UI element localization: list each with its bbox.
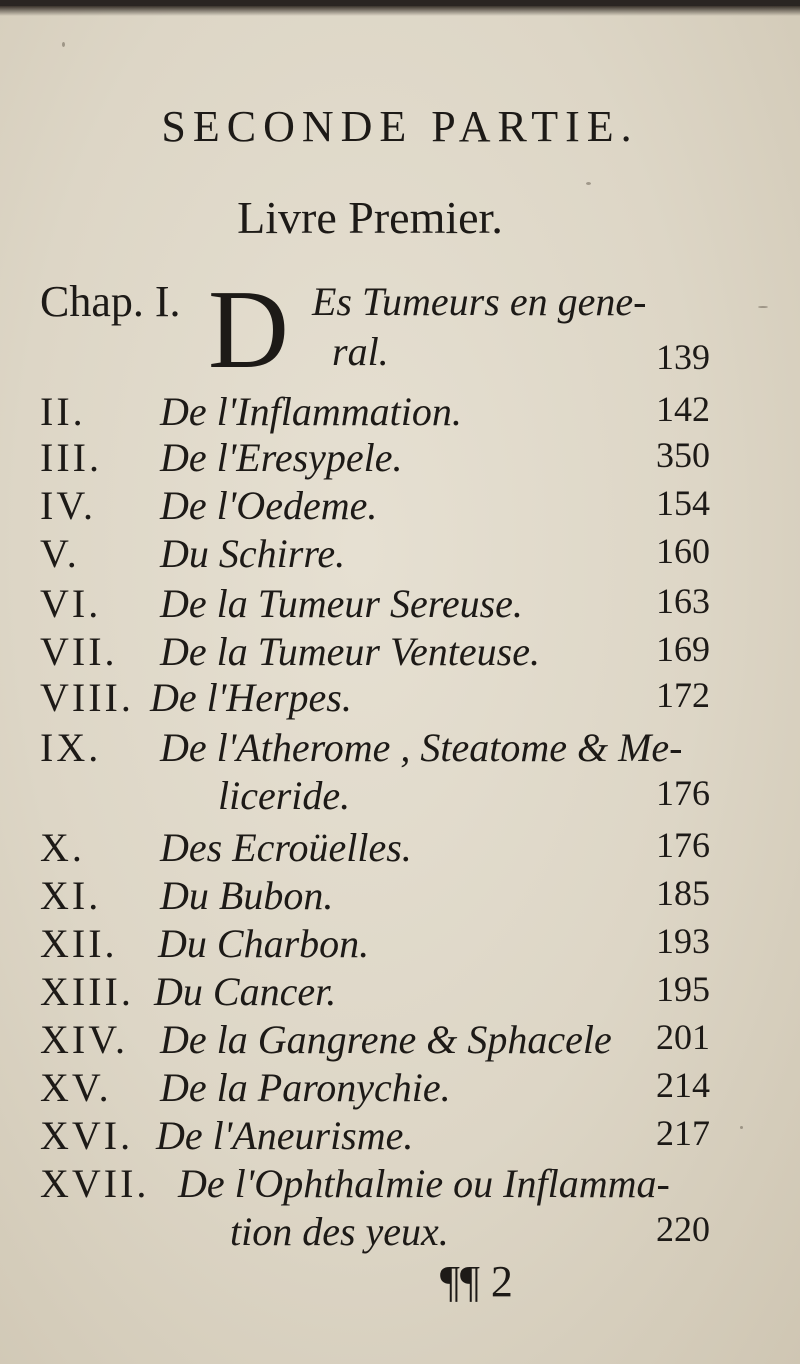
page-number: 195 xyxy=(656,969,710,1009)
book-heading: Livre Premier. xyxy=(237,192,503,243)
chapter-number: VIII. xyxy=(40,675,134,720)
chapter-title: De l'Atherome , Steatome & Me- xyxy=(160,725,683,770)
chapter-title: Des Ecroüelles. xyxy=(160,825,412,870)
chapter-title: Es Tumeurs en gene- xyxy=(312,279,647,324)
page-number: 160 xyxy=(656,531,710,571)
chapter-title: Du Cancer. xyxy=(154,969,337,1014)
chapter-number: XII. xyxy=(40,921,118,966)
page-number: 139 xyxy=(656,337,710,377)
chapter-title: De la Paronychie. xyxy=(160,1065,451,1110)
page-number: 172 xyxy=(656,675,710,715)
chapter-number: IX. xyxy=(40,725,102,770)
paper-speck xyxy=(758,306,768,308)
paper-speck xyxy=(62,42,65,47)
chapter-title: De la Tumeur Venteuse. xyxy=(160,629,540,674)
page-number: 176 xyxy=(656,825,710,865)
chapter-number: IV. xyxy=(40,483,97,528)
page-number: 350 xyxy=(656,435,710,475)
chapter-label: Chap. I. xyxy=(40,277,181,326)
page-number: 214 xyxy=(656,1065,710,1105)
toc-entry-continued xyxy=(0,1208,800,1268)
page-number: 176 xyxy=(656,773,710,813)
page-number: 201 xyxy=(656,1017,710,1057)
page-number: 169 xyxy=(656,629,710,669)
page-number: 217 xyxy=(656,1113,710,1153)
page-number: 193 xyxy=(656,921,710,961)
toc-entry-continued xyxy=(0,772,800,832)
chapter-title: De l'Eresypele. xyxy=(160,435,403,480)
chapter-title: Du Charbon. xyxy=(158,921,370,966)
chapter-number: XV. xyxy=(40,1065,112,1110)
paper-speck xyxy=(586,182,591,185)
chapter-title: De l'Aneurisme. xyxy=(156,1113,414,1158)
page-number: 154 xyxy=(656,483,710,523)
page-number: 220 xyxy=(656,1209,710,1249)
chapter-title-continued: liceride. xyxy=(218,773,351,818)
chapter-number: XVII. xyxy=(40,1161,150,1206)
drop-cap: D xyxy=(208,268,289,392)
chapter-title: De la Tumeur Sereuse. xyxy=(160,581,523,626)
signature-mark: ¶¶ 2 xyxy=(440,1257,513,1306)
chapter-title: Du Bubon. xyxy=(160,873,334,918)
chapter-number: VII. xyxy=(40,629,118,674)
chapter-title: De l'Ophthalmie ou Inflamma- xyxy=(178,1161,670,1206)
chapter-number: XI. xyxy=(40,873,102,918)
chapter-number: II. xyxy=(40,389,86,434)
page-number: 163 xyxy=(656,581,710,621)
chapter-title: De l'Oedeme. xyxy=(160,483,378,528)
chapter-number: XIV. xyxy=(40,1017,128,1062)
chapter-title: De la Gangrene & Sphacele xyxy=(160,1017,612,1062)
page-number: 185 xyxy=(656,873,710,913)
chapter-number: VI. xyxy=(40,581,102,626)
chapter-number: III. xyxy=(40,435,102,480)
chapter-title-continued: ral. xyxy=(332,329,389,374)
page-number: 142 xyxy=(656,389,710,429)
paper-speck xyxy=(740,1126,743,1129)
chapter-number: X. xyxy=(40,825,85,870)
chapter-title: De l'Herpes. xyxy=(150,675,352,720)
part-heading: SECONDE PARTIE. xyxy=(161,102,639,151)
chapter-title: De l'Inflammation. xyxy=(160,389,462,434)
chapter-number: V. xyxy=(40,531,80,576)
chapter-number: XVI. xyxy=(40,1113,134,1158)
chapter-title-continued: tion des yeux. xyxy=(230,1209,449,1254)
book-page xyxy=(0,6,800,1364)
chapter-title: Du Schirre. xyxy=(160,531,346,576)
chapter-number: XIII. xyxy=(40,969,134,1014)
